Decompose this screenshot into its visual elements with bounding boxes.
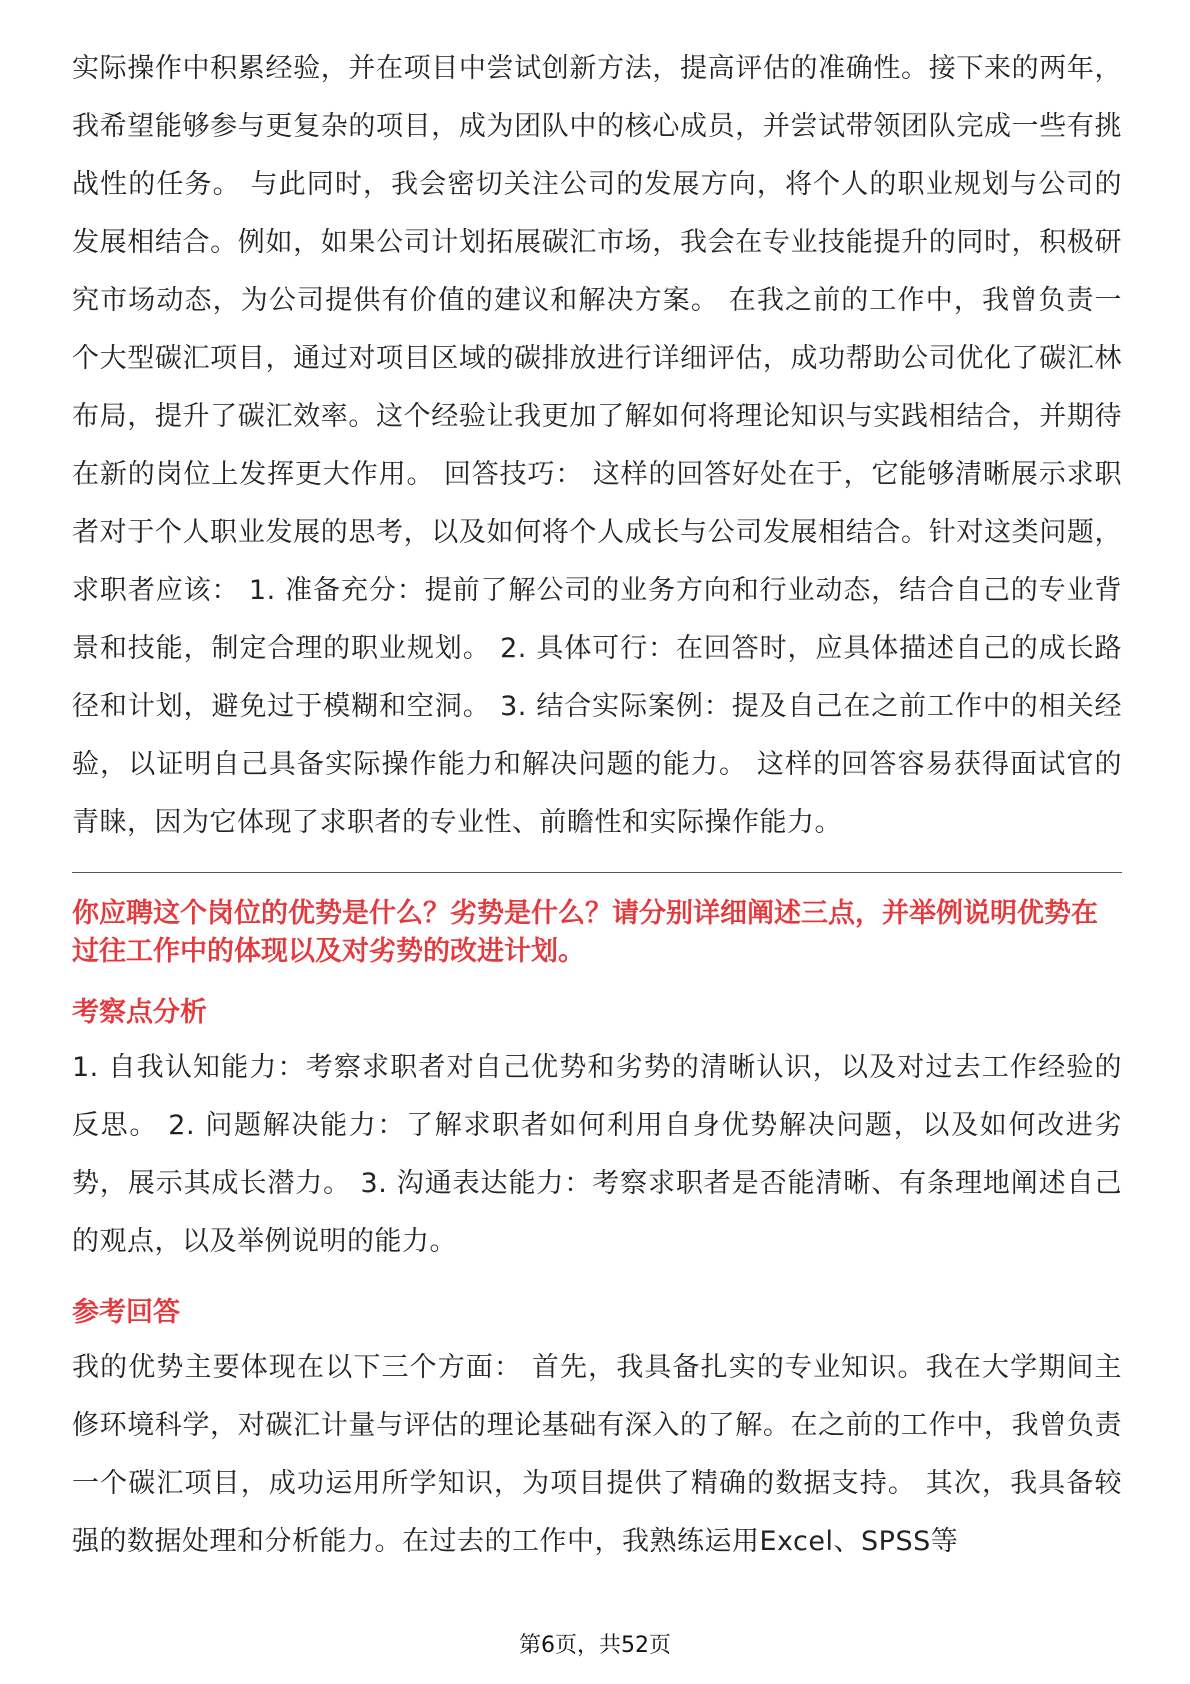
continuation-paragraph: 实际操作中积累经验，并在项目中尝试创新方法，提高评估的准确性。接下来的两年，我希望能够参与更复杂的项目，成为团队中的核心成员，并尝试带领团队完成一些有挑战性的任务。 与此同时，我会密切关注公司的发展方向，将个人的职业规划与公司的发展相结合。例如，如果公司计划拓展碳汇市场，我会在专业技能提升的同时，积极研究市场动态，为公司提供有价值的建议和解决方案。 在我之前的工作中，我曾负责一个大型碳汇项目，通过对项目区域的碳排放进行详细评估，成功帮助公司优化了碳汇林布局，提升了碳汇效率。这个经验让我更加了解如何将理论知识与实践相结合，并期待在新的岗位上发挥更大作用。 回答技巧： 这样的回答好处在于，它能够清晰展示求职者对于个人职业发展的思考，以及如何将个人成长与公司发展相结合。针对这类问题，求职者应该： 1. 准备充分：提前了解公司的业务方向和行业动态，结合自己的专业背景和技能，制定合理的职业规划。 2. 具体可行：在回答时，应具体描述自己的成长路径和计划，避免过于模糊和空洞。 3. 结合实际案例：提及自己在之前工作中的相关经验，以证明自己具备实际操作能力和解决问题的能力。 这样的回答容易获得面试官的青睐，因为它体现了求职者的专业性、前瞻性和实际操作能力。 <box>72 53 1122 838</box>
answer-heading: 参考回答 <box>72 1297 180 1328</box>
analysis-paragraph: 1. 自我认知能力：考察求职者对自己优势和劣势的清晰认识，以及对过去工作经验的反思。 2. 问题解决能力：了解求职者如何利用自身优势解决问题，以及如何改进劣势，展示其成长潜力。 3. 沟通表达能力：考察求职者是否能清晰、有条理地阐述自己的观点，以及举例说明的能力。 <box>72 1052 1122 1257</box>
interview-question: 你应聘这个岗位的优势是什么？劣势是什么？请分别详细阐述三点，并举例说明优势在过往工作中的体现以及对劣势的改进计划。 <box>72 898 1098 967</box>
section-divider <box>72 872 1122 873</box>
analysis-heading: 考察点分析 <box>72 997 207 1028</box>
page-number: 第6页，共52页 <box>519 1633 671 1658</box>
answer-paragraph: 我的优势主要体现在以下三个方面： 首先，我具备扎实的专业知识。我在大学期间主修环境科学，对碳汇计量与评估的理论基础有深入的了解。在之前的工作中，我曾负责一个碳汇项目，成功运用所学知识，为项目提供了精确的数据支持。 其次，我具备较强的数据处理和分析能力。在过去的工作中，我熟练运用Excel、SPSS等 <box>72 1352 1122 1557</box>
document-page <box>72 40 1122 1571</box>
